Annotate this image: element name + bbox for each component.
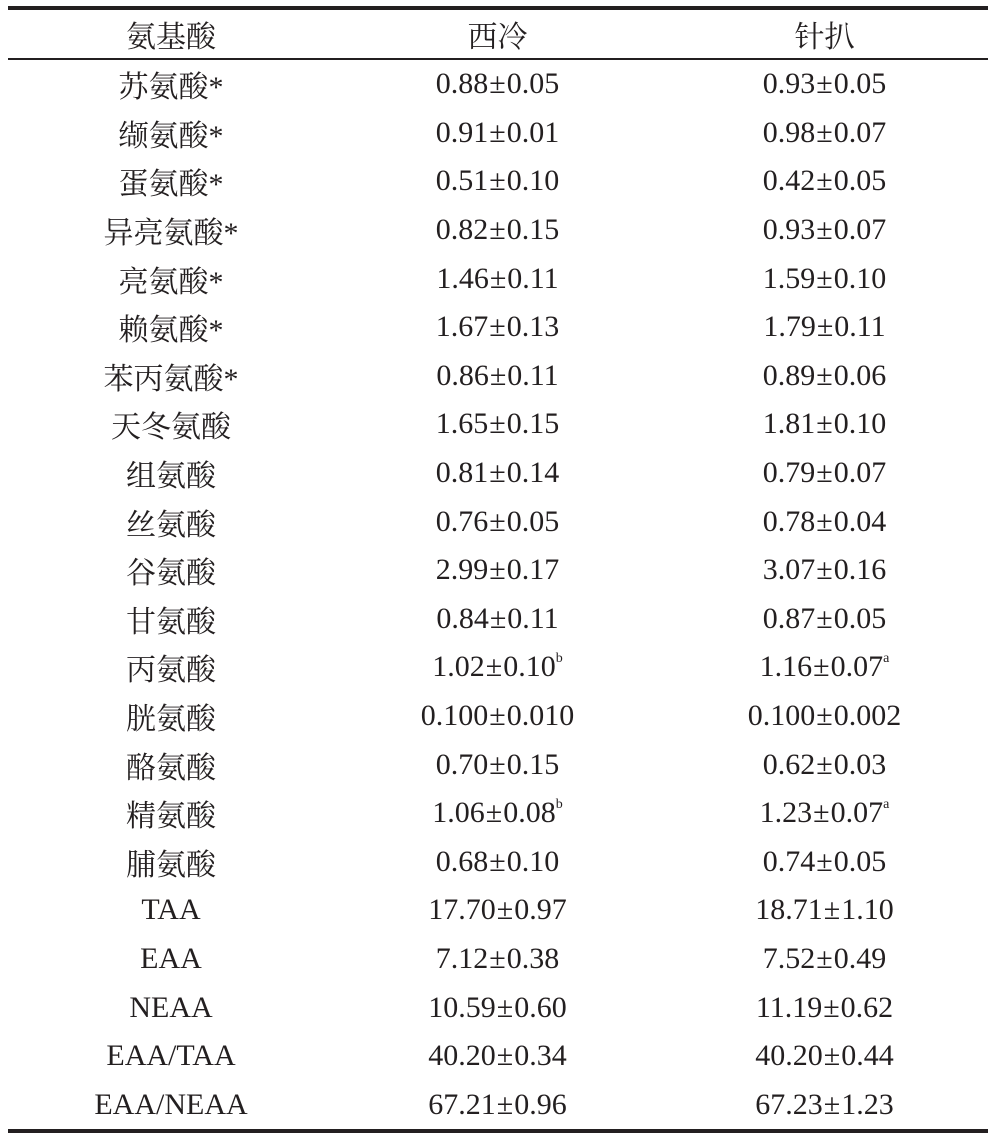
amino-acid-name: EAA/TAA bbox=[106, 1039, 236, 1073]
mean-value: 0.82 bbox=[435, 213, 489, 247]
sirloin-value bbox=[334, 400, 661, 449]
plus-minus-symbol: ± bbox=[816, 261, 833, 295]
sd-value: 0.05 bbox=[833, 844, 887, 878]
sd-value: 0.97 bbox=[514, 893, 567, 927]
amino-acid-name: EAA bbox=[140, 941, 202, 975]
topside-value bbox=[661, 206, 988, 255]
sd-value: 0.16 bbox=[833, 553, 887, 587]
topside-value bbox=[661, 449, 988, 498]
plus-minus-symbol: ± bbox=[816, 358, 833, 392]
topside-value bbox=[661, 303, 988, 352]
amino-acid-name: 蛋氨酸* bbox=[118, 168, 224, 202]
plus-minus-symbol: ± bbox=[816, 844, 833, 878]
table-row bbox=[8, 935, 988, 984]
table-row bbox=[8, 254, 988, 303]
mean-value: 1.16 bbox=[759, 650, 813, 684]
sd-value: 0.14 bbox=[506, 456, 560, 490]
mean-value: 67.23 bbox=[755, 1087, 823, 1121]
sd-value: 0.44 bbox=[841, 1039, 894, 1073]
header-row bbox=[8, 10, 988, 58]
sd-value: 0.15 bbox=[506, 407, 560, 441]
table-row bbox=[8, 983, 988, 1032]
plus-minus-symbol: ± bbox=[489, 261, 507, 295]
data-table bbox=[8, 10, 988, 58]
plus-minus-symbol: ± bbox=[816, 699, 833, 733]
plus-minus-symbol: ± bbox=[816, 407, 833, 441]
table-row bbox=[8, 60, 988, 109]
topside-value bbox=[661, 60, 988, 109]
significance-mark: a bbox=[883, 651, 890, 667]
mean-value: 40.20 bbox=[755, 1039, 823, 1073]
sd-value: 0.62 bbox=[840, 990, 894, 1024]
table-row bbox=[8, 692, 988, 741]
sirloin-value bbox=[334, 886, 661, 935]
mean-value: 7.52 bbox=[762, 941, 816, 975]
sd-value: 0.10 bbox=[506, 164, 560, 198]
header-amino-acid: 氨基酸 bbox=[126, 21, 216, 54]
sd-value: 0.17 bbox=[506, 553, 560, 587]
mean-value: 2.99 bbox=[435, 553, 489, 587]
sd-value: 0.38 bbox=[506, 941, 560, 975]
table-row bbox=[8, 595, 988, 644]
sirloin-value bbox=[334, 109, 661, 158]
sd-value: 0.03 bbox=[833, 747, 887, 781]
plus-minus-symbol: ± bbox=[489, 310, 506, 344]
table-row bbox=[8, 740, 988, 789]
mean-value: 0.100 bbox=[420, 699, 489, 733]
topside-value bbox=[661, 157, 988, 206]
table-row bbox=[8, 352, 988, 401]
sirloin-value bbox=[334, 1032, 661, 1081]
plus-minus-symbol: ± bbox=[489, 213, 506, 247]
sirloin-value bbox=[334, 206, 661, 255]
table-row bbox=[8, 838, 988, 887]
table-row bbox=[8, 1080, 988, 1129]
topside-value bbox=[661, 546, 988, 595]
sd-value: 0.15 bbox=[506, 747, 560, 781]
amino-acid-name: 精氨酸 bbox=[126, 800, 216, 834]
amino-acid-name: 异亮氨酸* bbox=[103, 217, 239, 251]
mean-value: 1.02 bbox=[432, 650, 485, 684]
significance-mark: b bbox=[555, 797, 563, 813]
table-row bbox=[8, 400, 988, 449]
plus-minus-symbol: ± bbox=[496, 990, 514, 1024]
plus-minus-symbol: ± bbox=[489, 358, 507, 392]
mean-value: 0.86 bbox=[436, 358, 489, 392]
mean-value: 1.81 bbox=[762, 407, 816, 441]
topside-value bbox=[661, 595, 988, 644]
plus-minus-symbol: ± bbox=[823, 1087, 841, 1121]
plus-minus-symbol: ± bbox=[489, 407, 506, 441]
plus-minus-symbol: ± bbox=[813, 650, 830, 684]
sirloin-value bbox=[334, 935, 661, 984]
sirloin-value bbox=[334, 983, 661, 1032]
amino-acid-table bbox=[8, 6, 988, 1133]
data-table-body bbox=[8, 60, 988, 1129]
topside-value bbox=[661, 789, 988, 838]
sd-value: 0.60 bbox=[514, 990, 567, 1024]
mean-value: 0.42 bbox=[762, 164, 816, 198]
amino-acid-name: 苯丙氨酸* bbox=[103, 362, 239, 396]
plus-minus-symbol: ± bbox=[816, 213, 833, 247]
sd-value: 0.11 bbox=[507, 601, 559, 635]
sd-value: 0.010 bbox=[506, 699, 575, 733]
amino-acid-name: 苏氨酸* bbox=[118, 71, 224, 105]
amino-acid-name: NEAA bbox=[129, 990, 213, 1024]
topside-value bbox=[661, 838, 988, 887]
mean-value: 0.62 bbox=[762, 747, 816, 781]
sirloin-value bbox=[334, 692, 661, 741]
sirloin-value bbox=[334, 497, 661, 546]
sd-value: 1.23 bbox=[841, 1087, 894, 1121]
sd-value: 0.07 bbox=[833, 213, 887, 247]
sd-value: 0.10 bbox=[833, 407, 887, 441]
sirloin-value bbox=[334, 740, 661, 789]
mean-value: 1.65 bbox=[435, 407, 489, 441]
table-row bbox=[8, 157, 988, 206]
mean-value: 0.76 bbox=[435, 504, 489, 538]
topside-value bbox=[661, 1032, 988, 1081]
sd-value: 0.07 bbox=[830, 650, 884, 684]
topside-value bbox=[661, 740, 988, 789]
sd-value: 0.10 bbox=[833, 261, 887, 295]
mean-value: 0.89 bbox=[762, 358, 816, 392]
amino-acid-name: 酪氨酸 bbox=[126, 751, 216, 785]
plus-minus-symbol: ± bbox=[816, 115, 833, 149]
mean-value: 0.98 bbox=[762, 115, 816, 149]
mean-value: 1.23 bbox=[759, 796, 813, 830]
topside-value bbox=[661, 109, 988, 158]
mean-value: 0.74 bbox=[762, 844, 816, 878]
plus-minus-symbol: ± bbox=[823, 893, 841, 927]
plus-minus-symbol: ± bbox=[816, 601, 833, 635]
topside-value bbox=[661, 497, 988, 546]
mean-value: 18.71 bbox=[755, 893, 823, 927]
amino-acid-name: 脯氨酸 bbox=[126, 848, 216, 882]
plus-minus-symbol: ± bbox=[496, 1087, 514, 1121]
sirloin-value bbox=[334, 157, 661, 206]
plus-minus-symbol: ± bbox=[489, 164, 506, 198]
sd-value: 0.05 bbox=[506, 504, 560, 538]
amino-acid-name: 甘氨酸 bbox=[126, 605, 216, 639]
mean-value: 10.59 bbox=[428, 990, 496, 1024]
sirloin-value bbox=[334, 546, 661, 595]
amino-acid-name: EAA/NEAA bbox=[94, 1087, 248, 1121]
plus-minus-symbol: ± bbox=[489, 941, 506, 975]
plus-minus-symbol: ± bbox=[823, 990, 840, 1024]
plus-minus-symbol: ± bbox=[816, 456, 833, 490]
plus-minus-symbol: ± bbox=[489, 115, 506, 149]
plus-minus-symbol: ± bbox=[813, 796, 830, 830]
plus-minus-symbol: ± bbox=[816, 67, 833, 101]
plus-minus-symbol: ± bbox=[485, 796, 503, 830]
sd-value: 1.10 bbox=[841, 893, 894, 927]
header-sirloin: 西冷 bbox=[467, 21, 528, 54]
amino-acid-name: 赖氨酸* bbox=[118, 314, 224, 348]
plus-minus-symbol: ± bbox=[489, 844, 506, 878]
sirloin-value bbox=[334, 60, 661, 109]
sd-value: 0.01 bbox=[506, 115, 560, 149]
plus-minus-symbol: ± bbox=[489, 553, 506, 587]
sirloin-value bbox=[334, 254, 661, 303]
bottom-rule bbox=[8, 1129, 988, 1133]
table-row bbox=[8, 1032, 988, 1081]
sirloin-value bbox=[334, 643, 661, 692]
mean-value: 0.84 bbox=[436, 601, 489, 635]
sirloin-value bbox=[334, 449, 661, 498]
sirloin-value bbox=[334, 1080, 661, 1129]
amino-acid-name: 胱氨酸 bbox=[126, 703, 216, 737]
plus-minus-symbol: ± bbox=[489, 504, 506, 538]
plus-minus-symbol: ± bbox=[489, 67, 506, 101]
sirloin-value bbox=[334, 352, 661, 401]
mean-value: 0.79 bbox=[762, 456, 816, 490]
table-row bbox=[8, 497, 988, 546]
mean-value: 0.93 bbox=[762, 67, 816, 101]
sd-value: 0.05 bbox=[833, 164, 887, 198]
sd-value: 0.05 bbox=[833, 67, 887, 101]
significance-mark: b bbox=[555, 651, 563, 667]
mean-value: 40.20 bbox=[428, 1039, 496, 1073]
sd-value: 0.002 bbox=[833, 699, 902, 733]
sd-value: 0.10 bbox=[503, 650, 556, 684]
sd-value: 0.07 bbox=[830, 796, 884, 830]
sd-value: 0.08 bbox=[503, 796, 556, 830]
mean-value: 1.59 bbox=[762, 261, 816, 295]
mean-value: 0.51 bbox=[435, 164, 489, 198]
plus-minus-symbol: ± bbox=[496, 1039, 514, 1073]
sd-value: 0.15 bbox=[506, 213, 560, 247]
plus-minus-symbol: ± bbox=[489, 747, 506, 781]
plus-minus-symbol: ± bbox=[489, 699, 506, 733]
mean-value: 11.19 bbox=[755, 990, 823, 1024]
sirloin-value bbox=[334, 789, 661, 838]
mean-value: 3.07 bbox=[762, 553, 816, 587]
sd-value: 0.34 bbox=[514, 1039, 567, 1073]
plus-minus-symbol: ± bbox=[485, 650, 503, 684]
table-row bbox=[8, 206, 988, 255]
topside-value bbox=[661, 935, 988, 984]
mean-value: 1.06 bbox=[432, 796, 485, 830]
topside-value bbox=[661, 1080, 988, 1129]
mean-value: 0.91 bbox=[435, 115, 489, 149]
table-row bbox=[8, 643, 988, 692]
sd-value: 0.07 bbox=[833, 456, 887, 490]
table-row bbox=[8, 109, 988, 158]
mean-value: 1.46 bbox=[436, 261, 489, 295]
sd-value: 0.10 bbox=[506, 844, 560, 878]
mean-value: 0.70 bbox=[435, 747, 489, 781]
mean-value: 0.93 bbox=[762, 213, 816, 247]
topside-value bbox=[661, 400, 988, 449]
table-row bbox=[8, 546, 988, 595]
topside-value bbox=[661, 254, 988, 303]
topside-value bbox=[661, 983, 988, 1032]
sd-value: 0.05 bbox=[833, 601, 887, 635]
sd-value: 0.07 bbox=[833, 115, 887, 149]
mean-value: 0.88 bbox=[435, 67, 489, 101]
plus-minus-symbol: ± bbox=[816, 164, 833, 198]
amino-acid-name: 组氨酸 bbox=[126, 460, 216, 494]
amino-acid-name: 谷氨酸 bbox=[126, 557, 216, 591]
sd-value: 0.11 bbox=[507, 261, 559, 295]
plus-minus-symbol: ± bbox=[823, 1039, 841, 1073]
sirloin-value bbox=[334, 838, 661, 887]
topside-value bbox=[661, 643, 988, 692]
amino-acid-name: 丙氨酸 bbox=[126, 654, 216, 688]
table-row bbox=[8, 886, 988, 935]
mean-value: 0.87 bbox=[762, 601, 816, 635]
plus-minus-symbol: ± bbox=[816, 310, 834, 344]
amino-acid-name: 丝氨酸 bbox=[126, 508, 216, 542]
significance-mark: a bbox=[883, 797, 890, 813]
table-row bbox=[8, 303, 988, 352]
amino-acid-name: 缬氨酸* bbox=[118, 119, 224, 153]
plus-minus-symbol: ± bbox=[816, 504, 833, 538]
topside-value bbox=[661, 692, 988, 741]
plus-minus-symbol: ± bbox=[496, 893, 514, 927]
sd-value: 0.13 bbox=[506, 310, 560, 344]
sd-value: 0.05 bbox=[506, 67, 560, 101]
sd-value: 0.96 bbox=[514, 1087, 567, 1121]
topside-value bbox=[661, 352, 988, 401]
amino-acid-name: TAA bbox=[141, 893, 201, 927]
table-row bbox=[8, 789, 988, 838]
mean-value: 1.67 bbox=[435, 310, 489, 344]
plus-minus-symbol: ± bbox=[489, 456, 506, 490]
mean-value: 1.79 bbox=[763, 310, 816, 344]
amino-acid-name: 天冬氨酸 bbox=[111, 411, 231, 445]
amino-acid-name: 亮氨酸* bbox=[118, 265, 224, 299]
plus-minus-symbol: ± bbox=[489, 601, 507, 635]
mean-value: 17.70 bbox=[428, 893, 496, 927]
sd-value: 0.11 bbox=[834, 310, 886, 344]
sd-value: 0.06 bbox=[833, 358, 887, 392]
plus-minus-symbol: ± bbox=[816, 941, 833, 975]
topside-value bbox=[661, 886, 988, 935]
mean-value: 0.100 bbox=[747, 699, 816, 733]
header-topside: 针扒 bbox=[794, 21, 855, 54]
mean-value: 0.78 bbox=[762, 504, 816, 538]
plus-minus-symbol: ± bbox=[816, 747, 833, 781]
sd-value: 0.11 bbox=[507, 358, 559, 392]
mean-value: 7.12 bbox=[435, 941, 489, 975]
mean-value: 0.68 bbox=[435, 844, 489, 878]
table-row bbox=[8, 449, 988, 498]
mean-value: 67.21 bbox=[428, 1087, 496, 1121]
sd-value: 0.04 bbox=[833, 504, 887, 538]
sd-value: 0.49 bbox=[833, 941, 887, 975]
mean-value: 0.81 bbox=[435, 456, 489, 490]
plus-minus-symbol: ± bbox=[816, 553, 833, 587]
sirloin-value bbox=[334, 595, 661, 644]
sirloin-value bbox=[334, 303, 661, 352]
